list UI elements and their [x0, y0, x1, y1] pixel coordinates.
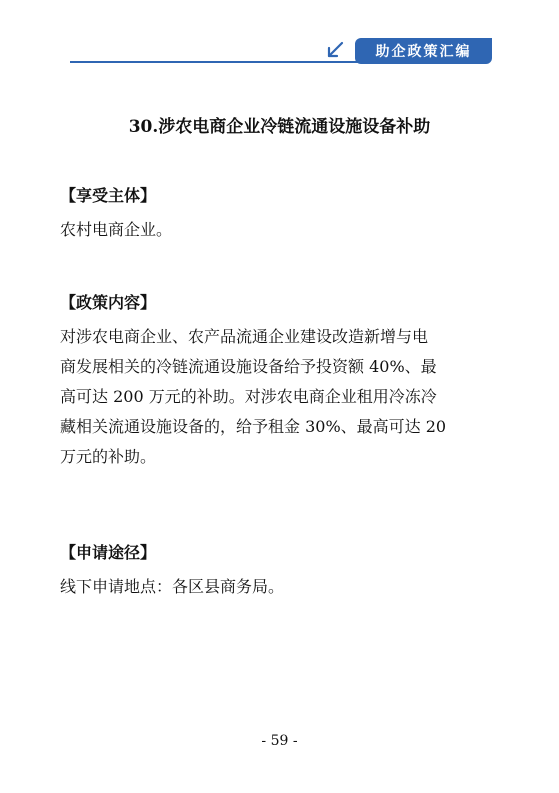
header-badge	[355, 38, 492, 64]
body-line: 藏相关流通设施设备的，给予租金 30%、最高可达 20	[60, 417, 447, 436]
body-line: 高可达 200 万元的补助。对涉农电商企业租用冷冻冷	[60, 387, 437, 406]
section-heading-policy-content: 【政策内容】	[60, 293, 157, 312]
section-body-policy-content	[60, 322, 500, 472]
body-line: 万元的补助。	[60, 447, 157, 466]
page-title: 30.涉农电商企业冷链流通设施设备补助	[128, 117, 431, 137]
section-heading-beneficiary: 【享受主体】	[60, 186, 157, 205]
section-body-beneficiary	[60, 215, 500, 245]
section-body-application	[60, 572, 500, 602]
body-line: 农村电商企业。	[60, 220, 173, 239]
page-number: - 59 -	[261, 733, 298, 749]
section-heading-application: 【申请途径】	[60, 543, 157, 562]
body-line: 线下申请地点：各区县商务局。	[60, 577, 285, 596]
body-line: 商发展相关的冷链流通设施设备给予投资额 40%、最	[60, 357, 437, 376]
arrow-down-left-icon	[325, 40, 345, 60]
body-line: 对涉农电商企业、农产品流通企业建设改造新增与电	[60, 327, 429, 346]
header-badge-label: 助企政策汇编	[375, 44, 472, 60]
